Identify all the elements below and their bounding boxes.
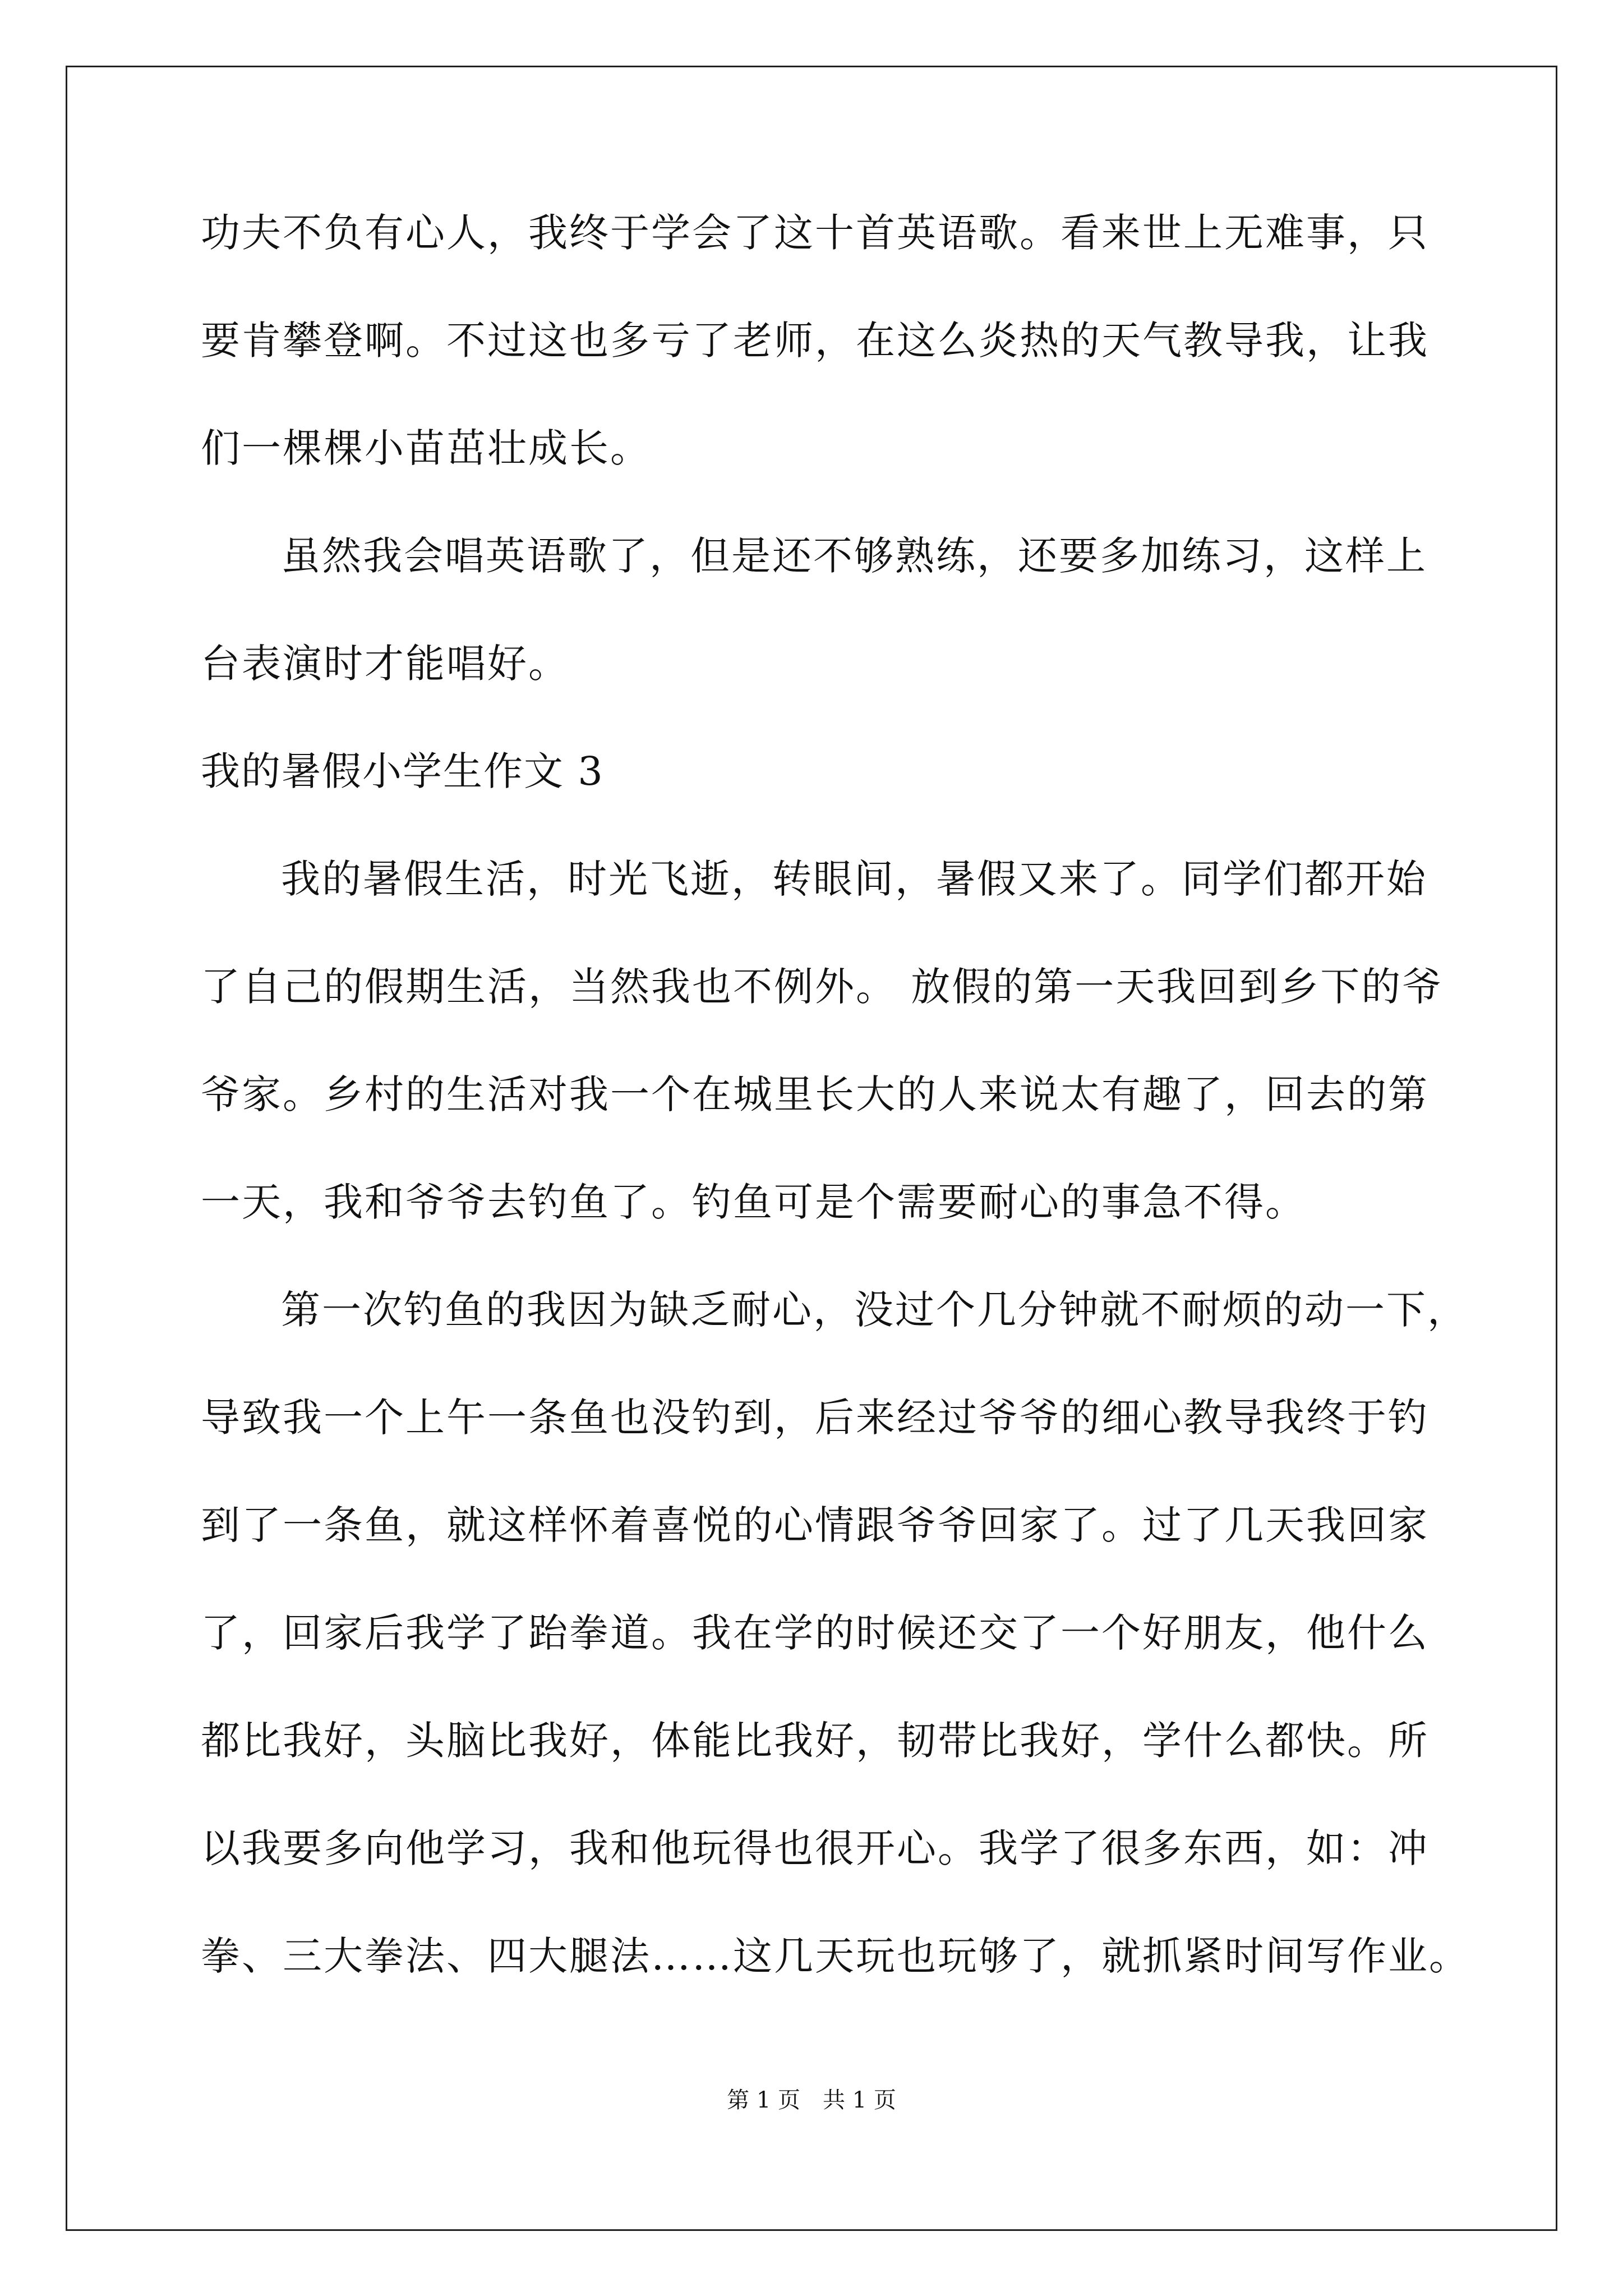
text-line-15: 都比我好，头脑比我好，体能比我好，韧带比我好，学什么都快。所 (201, 1718, 1429, 1764)
text-line-16: 以我要多向他学习，我和他玩得也很开心。我学了很多东西，如：冲 (201, 1825, 1429, 1871)
text-line-7: 我的暑假生活，时光飞逝，转眼间，暑假又来了。同学们都开始 (281, 856, 1427, 902)
text-line-8: 了自己的假期生活，当然我也不例外。 放假的第一天我回到乡下的爷 (201, 964, 1444, 1010)
text-line-4: 虽然我会唱英语歌了，但是还不够熟练，还要多加练习，这样上 (281, 533, 1427, 579)
text-line-9: 爷家。乡村的生活对我一个在城里长大的人来说太有趣了，回去的第 (201, 1071, 1429, 1117)
text-line-11: 第一次钓鱼的我因为缺乏耐心，没过个几分钟就不耐烦的动一下， (281, 1287, 1468, 1333)
text-line-14: 了，回家后我学了跆拳道。我在学的时候还交了一个好朋友，他什么 (201, 1610, 1429, 1656)
text-line-17: 拳、三大拳法、四大腿法……这几天玩也玩够了，就抓紧时间写作业。 (201, 1933, 1470, 1979)
text-line-12: 导致我一个上午一条鱼也没钓到，后来经过爷爷的细心教导我终于钓 (201, 1395, 1429, 1441)
page-number-footer: 第 1 页 共 1 页 (727, 2087, 896, 2113)
text-line-3: 们一棵棵小苗茁壮成长。 (201, 425, 651, 471)
text-line-1: 功夫不负有心人，我终于学会了这十首英语歌。看来世上无难事，只 (201, 210, 1429, 256)
section-heading: 我的暑假小学生作文 3 (201, 748, 604, 794)
text-line-2: 要肯攀登啊。不过这也多亏了老师，在这么炎热的天气教导我，让我 (201, 318, 1429, 364)
document-body (201, 210, 1470, 2044)
text-line-10: 一天，我和爷爷去钓鱼了。钓鱼可是个需要耐心的事急不得。 (201, 1179, 1306, 1225)
text-line-5: 台表演时才能唱好。 (201, 641, 569, 687)
text-line-13: 到了一条鱼，就这样怀着喜悦的心情跟爷爷回家了。过了几天我回家 (201, 1502, 1429, 1548)
